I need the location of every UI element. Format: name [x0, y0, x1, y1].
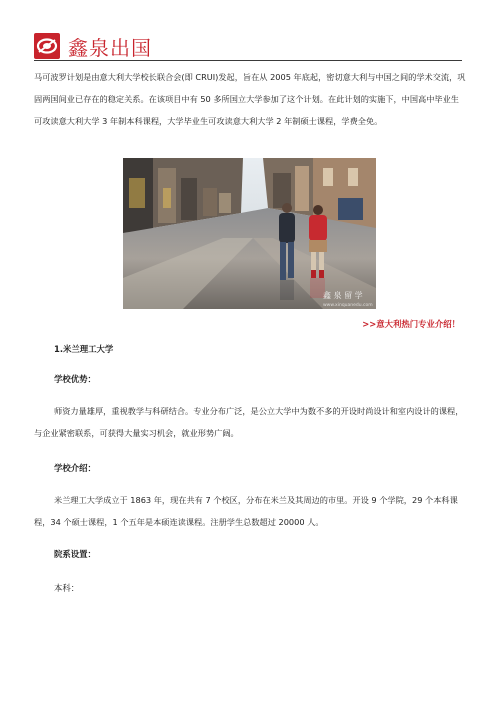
advantage-text: 师资力量雄厚，重视教学与科研结合。专业分布广泛，是公立大学中为数不多的开设时尚设计和室内设计的课程，与企业紧密联系，可获得大量实习机会，就业形势广阔。 [34, 406, 464, 438]
school-intro-label: 学校介绍： [54, 463, 96, 473]
undergrad-label: 本科： [54, 583, 80, 593]
watermark-text: 鑫 泉 留 学 [323, 291, 363, 300]
university-heading: 1.米兰理工大学 [54, 344, 114, 354]
intro-paragraph: 马可波罗计划是由意大利大学校长联合会(即 CRUI)发起，旨在从 2005 年底起，密切意大利与中国之间的学术交流，巩固两国间业已存在的稳定关系。在该项目中有 50 多所国立大学参加了这个计划。在此计划的实施下，中国高中毕业生可攻读意大利大学 3 年制本科课程，大学毕业生可攻读意大利大学 2 年制硕士课程，学费全免。 [34, 72, 466, 126]
advantage-label: 学校优势： [54, 374, 96, 384]
street-photo [123, 158, 376, 309]
watermark-url: www.xinquanedu.com [323, 303, 373, 308]
brand-title: 鑫泉出国 [68, 36, 152, 60]
school-intro-text: 米兰理工大学成立于 1863 年，现在共有 7 个校区，分布在米兰及其周边的市里。开设 9 个学院，29 个本科课程，34 个硕士课程，1 个五年是本硕连读课程。注册学生总数超过 20000 人。 [34, 495, 458, 527]
department-label: 院系设置： [54, 549, 96, 559]
header-divider [34, 60, 462, 61]
page-header [34, 31, 462, 61]
xinquan-logo-icon [34, 33, 60, 59]
hot-majors-link[interactable]: >>意大利热门专业介绍！ [362, 319, 460, 329]
